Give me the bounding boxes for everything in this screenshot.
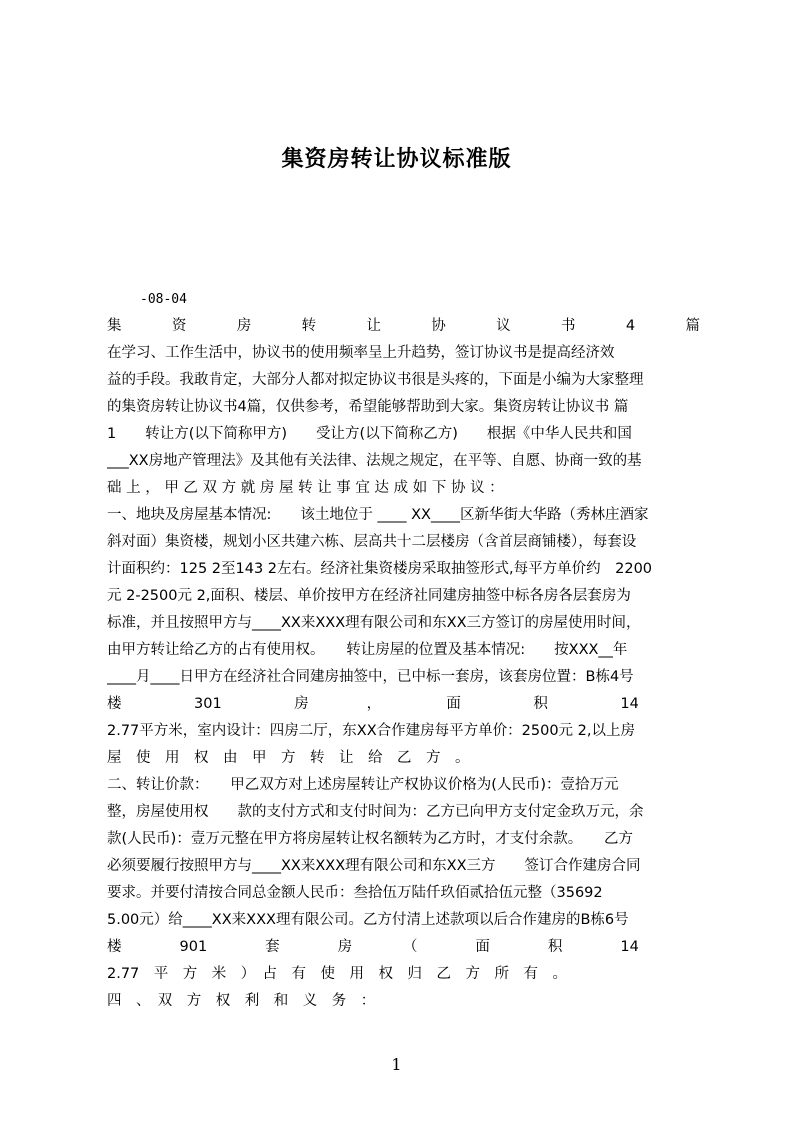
text-line: ____月____日甲方在经济社合同建房抽签中，已中标一套房，该套房位置：B栋4号 (107, 669, 634, 685)
text-line: 斜对面）集资楼，规划小区共建六栋、层高共十二层楼房（含首层商铺楼），每套设 (107, 534, 637, 550)
text-line: 楼 901 套 房 （ 面 积 14 (107, 939, 639, 955)
text-line: 的集资房转让协议书4篇，仅供参考，希望能够帮助到大家。集资房转让协议书 篇 (107, 399, 629, 415)
heading-char: 4 (625, 318, 636, 334)
heading-char: 书 (561, 318, 576, 334)
text-line: 必须要履行按照甲方与____XX来XXX理有限公司和东XX三方 签订合作建房合同 (107, 858, 641, 874)
document-date: -08-04 (140, 292, 187, 307)
heading-char: 房 (236, 318, 252, 334)
text-line: 元 2-2500元 2,面积、楼层、单价按甲方在经济社同建房抽签中标各房各层套房为 (107, 588, 631, 604)
document-title: 集资房转让协议标准版 (281, 147, 512, 172)
text-line: 5.00元）给____XX来XXX理有限公司。乙方付清上述款项以后合作建房的B栋6号 (107, 912, 629, 928)
text-line: 2.77平方米，室内设计：四房二厅，东XX合作建房每平方单价：2500元 2,以上房 (107, 723, 635, 739)
heading-char: 议 (496, 318, 511, 334)
text-line: 计面积约：125 2至143 2左右。经济社集资楼房采取抽签形式,每平方单价约 2200 (107, 561, 653, 577)
heading-char: 资 (171, 318, 187, 334)
text-line: 款(人民币)：壹万元整在甲方将房屋转让权名额转为乙方时，才支付余款。 乙方 (107, 831, 634, 847)
text-line: 标准，并且按照甲方与____XX来XXX理有限公司和东XX三方签订的房屋使用时间， (107, 615, 641, 631)
text-line: 四 、 双 方 权 利 和 义 务 ： (107, 993, 376, 1009)
heading-line (107, 313, 700, 340)
heading-char: 集 (107, 318, 122, 334)
document-body (107, 313, 793, 1015)
text-line: 益的手段。我敢肯定，大部分人都对拟定协议书很是头疼的，下面是小编为大家整理 (107, 372, 644, 388)
text-line: 要求。并要付清按合同总金额人民币：叁拾伍万陆仟玖佰贰拾伍元整（35692 (107, 885, 603, 901)
heading-char: 让 (366, 318, 381, 334)
text-line: 一、地块及房屋基本情况: 该土地位于 ____ XX____区新华街大华路（秀林庄酒家 (107, 507, 649, 523)
text-line: 在学习、工作生活中，协议书的使用频率呈上升趋势，签订协议书是提高经济效 (107, 345, 615, 361)
page-number: 1 (391, 1055, 402, 1074)
text-line: 二、转让价款： 甲乙双方对上述房屋转让产权协议价格为(人民币)：壹拾万元 (107, 777, 619, 793)
text-line: 础 上 ， 甲 乙 双 方 就 房 屋 转 让 事 宜 达 成 如 下 协 议 ： (107, 480, 504, 496)
text-line: 楼 301 房 ， 面 积 14 (107, 696, 639, 712)
heading-char: 协 (431, 318, 446, 334)
text-line: 由甲方转让给乙方的占有使用权。 转让房屋的位置及基本情况: 按XXX__年 (107, 642, 628, 658)
text-line: ___XX房地产管理法》及其他有关法律、法规之规定，在平等、自愿、协商一致的基 (107, 453, 642, 469)
text-line: 屋 使 用 权 由 甲 方 转 让 给 乙 方 。 (107, 750, 470, 766)
heading-char: 篇 (685, 318, 700, 334)
text-line: 整，房屋使用权 款的支付方式和支付时间为：乙方已向甲方支付定金玖万元，余 (107, 804, 644, 820)
text-line: 1 转让方(以下简称甲方) 受让方(以下简称乙方) 根据《中华人民共和国 (107, 426, 632, 442)
heading-char: 转 (301, 318, 317, 334)
text-line: 2.77 平 方 米 ） 占 有 使 用 权 归 乙 方 所 有 。 (107, 966, 568, 982)
